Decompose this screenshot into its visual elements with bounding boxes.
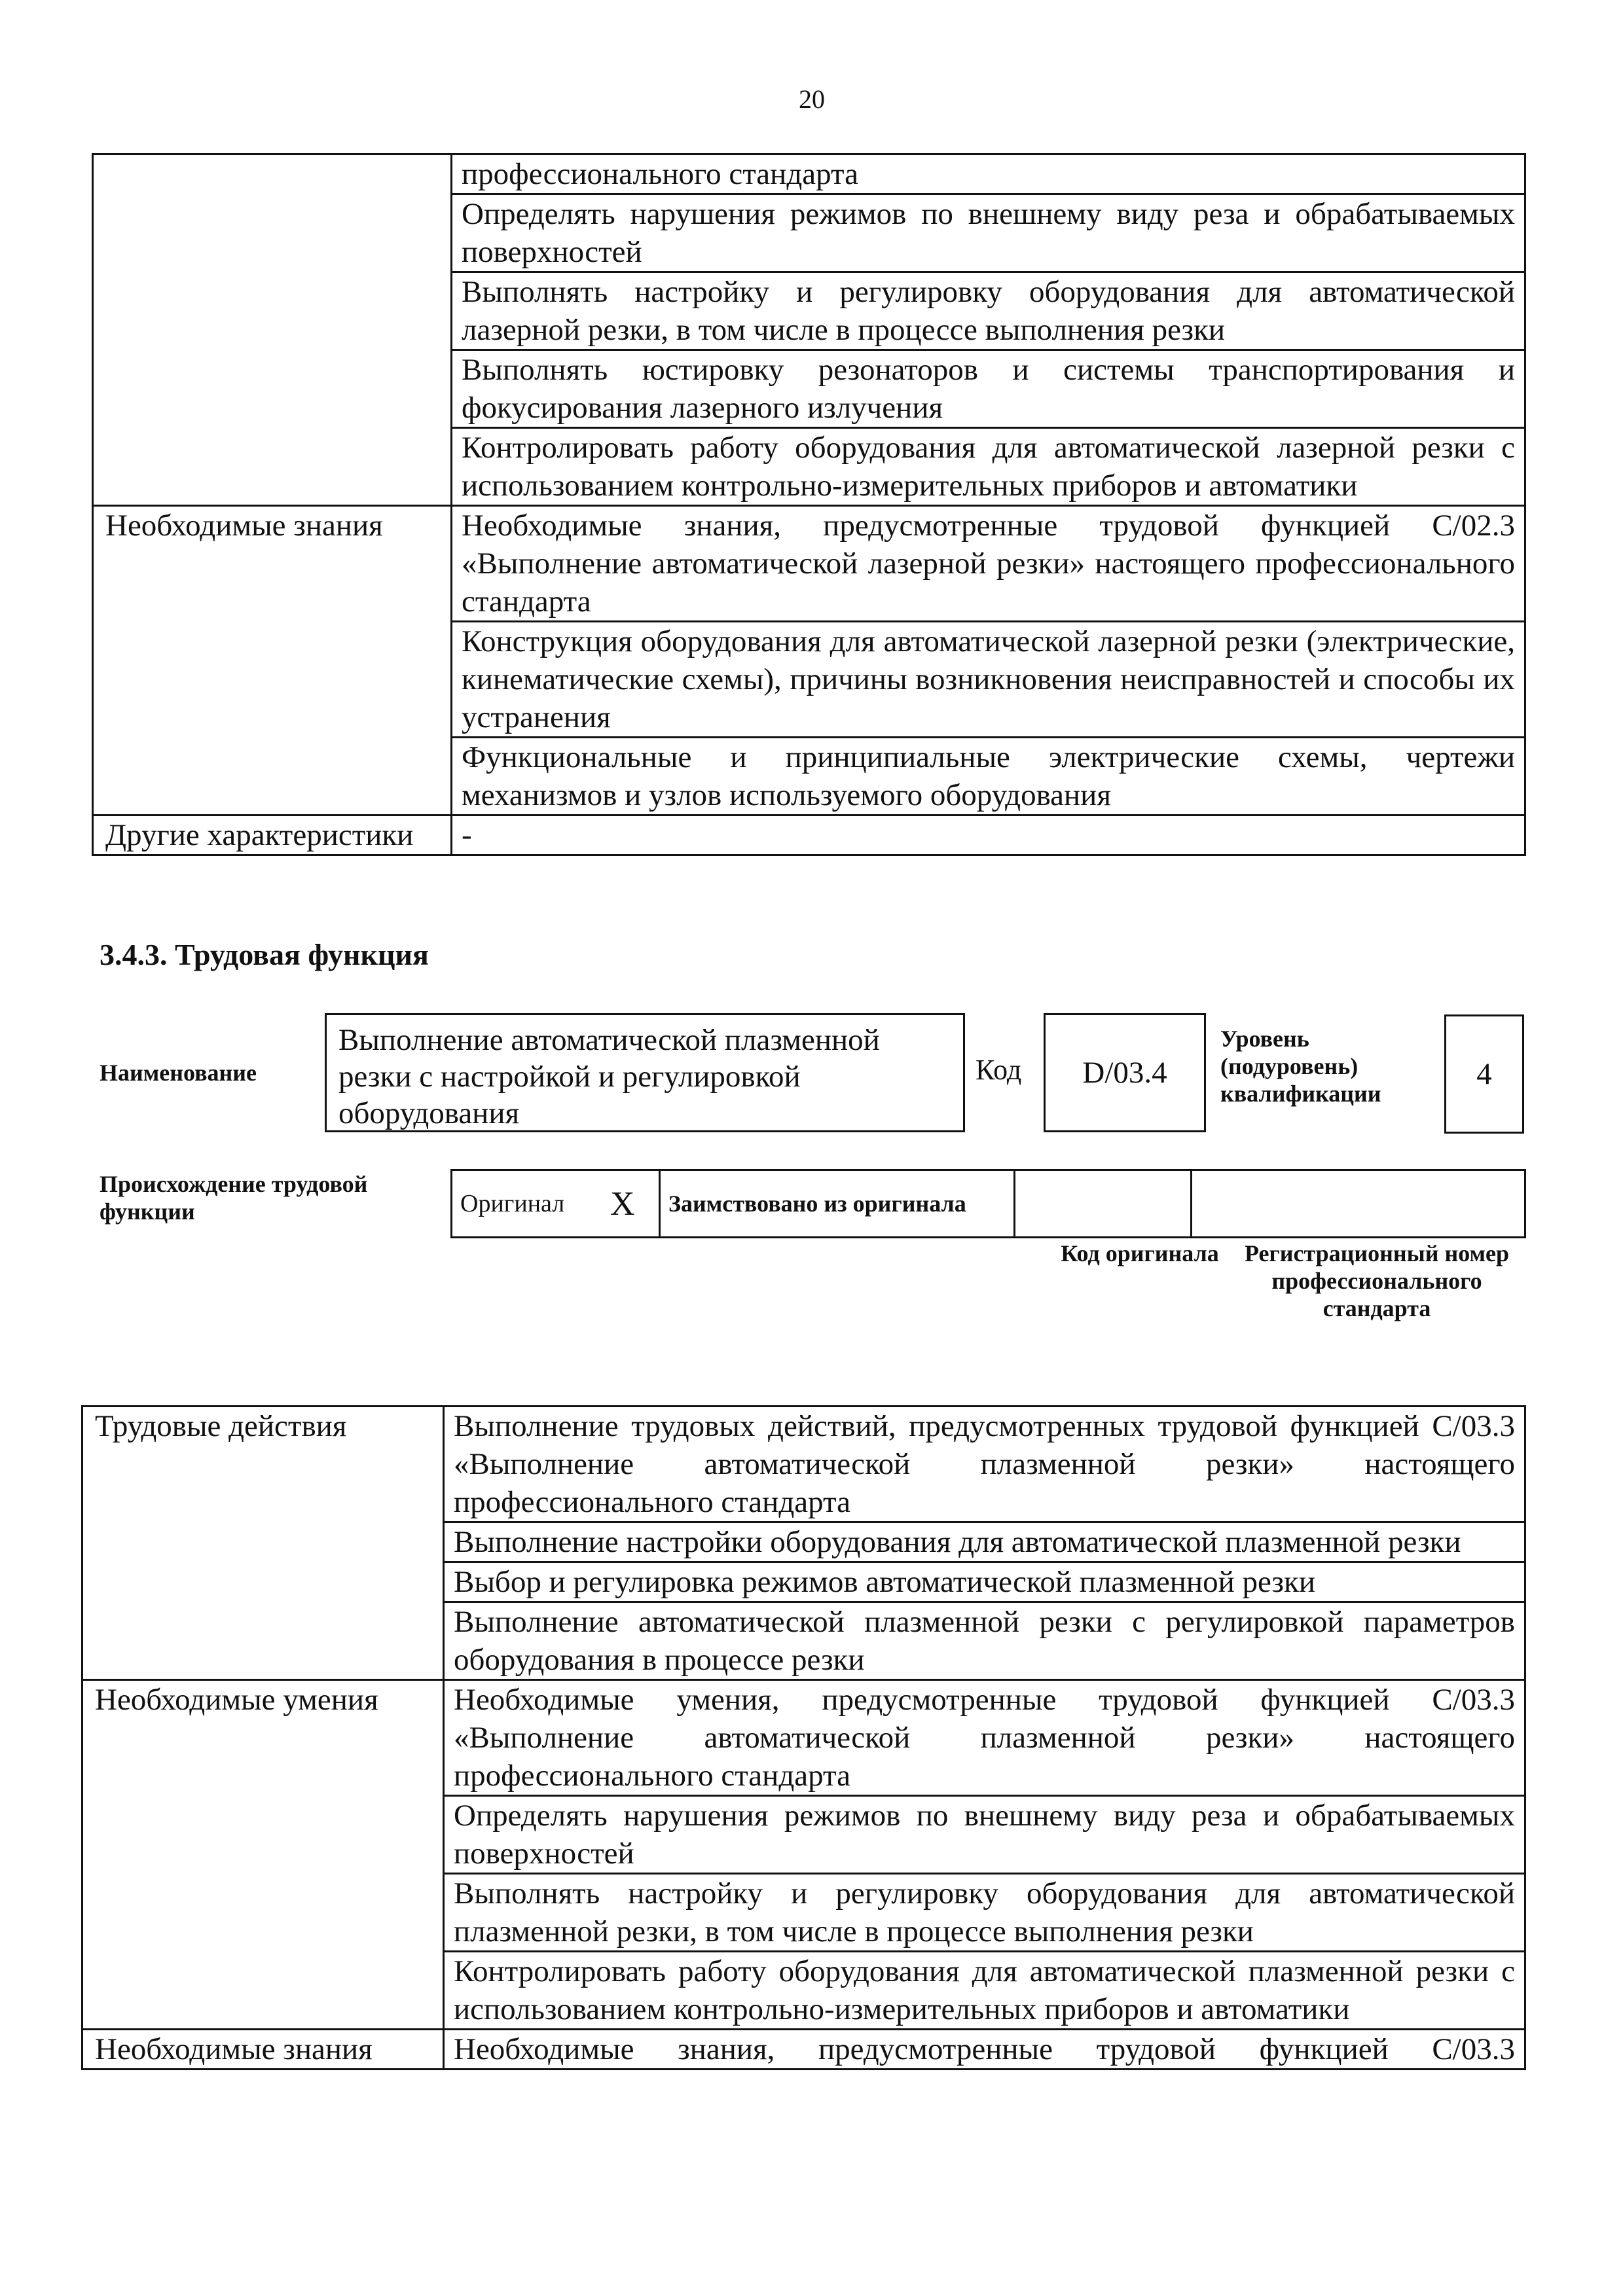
table-cell: Выполнять настройку и регулировку оборудования для автоматической лазерной резки, в том числе в процессе выполнения резки <box>452 272 1525 350</box>
borrowed-label: Заимствовано из оригинала <box>660 1170 1015 1238</box>
table-cell: профессионального стандарта <box>452 154 1525 194</box>
code-label: Код <box>976 1054 1022 1086</box>
table-row <box>82 1680 1525 1796</box>
original-mark: X <box>587 1170 660 1238</box>
table-cell: Определять нарушения режимов по внешнему виду реза и обрабатываемых поверхностей <box>452 194 1525 272</box>
origin-table <box>450 1169 1526 1238</box>
table-row <box>82 2030 1525 2070</box>
row-label-skills: Необходимые умения <box>82 1680 444 2030</box>
labor-function-table <box>81 1405 1526 2070</box>
table-row <box>93 506 1525 622</box>
function-name-box: Выполнение автоматической плазменной резки с настройкой и регулировкой оборудования <box>325 1013 965 1132</box>
table-cell: Необходимые знания, предусмотренные трудовой функцией С/03.3 <box>444 2030 1525 2070</box>
qualification-level-box: 4 <box>1444 1014 1524 1134</box>
row-label-other: Другие характеристики <box>93 816 452 855</box>
table-cell: Выполнение настройки оборудования для автоматической плазменной резки <box>444 1522 1525 1562</box>
table-cell: Определять нарушения режимов по внешнему виду реза и обрабатываемых поверхностей <box>444 1796 1525 1874</box>
table-cell: Контролировать работу оборудования для автоматической лазерной резки с использованием контрольно-измерительных приборов и автоматики <box>452 428 1525 506</box>
original-label: Оригинал <box>452 1170 587 1238</box>
original-code-caption: Код оригинала <box>1061 1240 1219 1266</box>
origin-label: Происхождение трудовой функции <box>100 1171 368 1225</box>
qualification-level-label: Уровень (подуровень) квалификации <box>1220 1026 1381 1107</box>
table-row <box>93 816 1525 855</box>
table-cell: Необходимые умения, предусмотренные трудовой функцией С/03.3 «Выполнение автоматической плазменной резки» настоящего профессионального стандарта <box>444 1680 1525 1796</box>
table-cell: Выполнять настройку и регулировку оборудования для автоматической плазменной резки, в том числе в процессе выполнения резки <box>444 1874 1525 1952</box>
row-label-knowledge: Необходимые знания <box>82 2030 444 2070</box>
skills-knowledge-table <box>92 153 1526 856</box>
original-code-cell <box>1015 1170 1192 1238</box>
row-label <box>93 154 452 506</box>
section-heading: 3.4.3. Трудовая функция <box>100 938 429 971</box>
name-label: Наименование <box>100 1060 257 1086</box>
table-cell: Выполнять юстировку резонаторов и системы транспортирования и фокусирования лазерного излучения <box>452 350 1525 428</box>
table-cell: Конструкция оборудования для автоматической лазерной резки (электрические, кинематические схемы), причины возникновения неисправностей и способы их устранения <box>452 622 1525 738</box>
table-row <box>93 154 1525 194</box>
registration-number-caption: Регистрационный номер профессионального стандарта <box>1244 1240 1510 1321</box>
registration-number-cell <box>1192 1170 1525 1238</box>
table-cell: Выполнение трудовых действий, предусмотренных трудовой функцией С/03.3 «Выполнение автоматической плазменной резки» настоящего профессионального стандарта <box>444 1407 1525 1522</box>
page-number: 20 <box>799 84 825 114</box>
row-label-knowledge: Необходимые знания <box>93 506 452 816</box>
table-cell: Выбор и регулировка режимов автоматической плазменной резки <box>444 1562 1525 1602</box>
table-cell: Выполнение автоматической плазменной резки с регулировкой параметров оборудования в процессе резки <box>444 1602 1525 1680</box>
table-cell: Контролировать работу оборудования для автоматической плазменной резки с использованием контрольно-измерительных приборов и автоматики <box>444 1952 1525 2030</box>
table-cell: Необходимые знания, предусмотренные трудовой функцией С/02.3 «Выполнение автоматической лазерной резки» настоящего профессионального стандарта <box>452 506 1525 622</box>
function-code-box: D/03.4 <box>1044 1013 1206 1132</box>
table-cell: Функциональные и принципиальные электрические схемы, чертежи механизмов и узлов используемого оборудования <box>452 738 1525 816</box>
table-row <box>82 1407 1525 1522</box>
table-cell: - <box>452 816 1525 855</box>
table-row <box>452 1170 1525 1238</box>
row-label-actions: Трудовые действия <box>82 1407 444 1680</box>
